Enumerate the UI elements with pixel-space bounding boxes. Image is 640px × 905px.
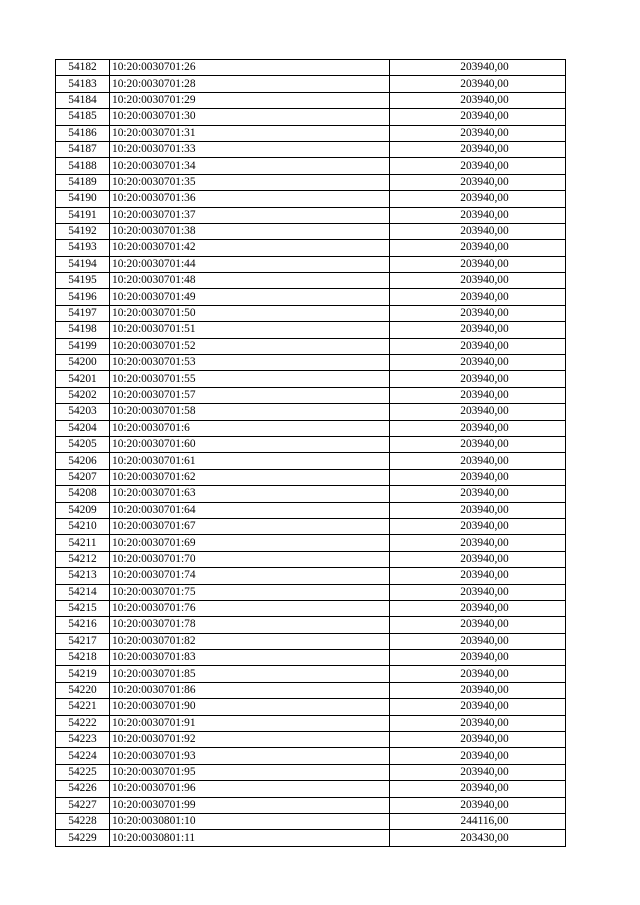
amount-cell: 203940,00 — [390, 469, 566, 485]
row-number-cell: 54216 — [56, 617, 110, 633]
row-number-cell: 54205 — [56, 436, 110, 452]
cadastral-number-cell: 10:20:0030701:61 — [110, 453, 390, 469]
table-row — [56, 322, 566, 338]
amount-cell: 203940,00 — [390, 502, 566, 518]
table-row — [56, 371, 566, 387]
table-row — [56, 764, 566, 780]
cadastral-number-cell: 10:20:0030701:96 — [110, 781, 390, 797]
row-number-cell: 54209 — [56, 502, 110, 518]
cadastral-number-cell: 10:20:0030701:75 — [110, 584, 390, 600]
amount-cell: 203940,00 — [390, 486, 566, 502]
table-row — [56, 404, 566, 420]
table-row — [56, 125, 566, 141]
row-number-cell: 54187 — [56, 141, 110, 157]
row-number-cell: 54184 — [56, 92, 110, 108]
row-number-cell: 54213 — [56, 568, 110, 584]
amount-cell: 244116,00 — [390, 813, 566, 829]
row-number-cell: 54218 — [56, 650, 110, 666]
row-number-cell: 54185 — [56, 109, 110, 125]
amount-cell: 203940,00 — [390, 748, 566, 764]
amount-cell: 203940,00 — [390, 420, 566, 436]
row-number-cell: 54222 — [56, 715, 110, 731]
row-number-cell: 54221 — [56, 699, 110, 715]
cadastral-number-cell: 10:20:0030801:11 — [110, 830, 390, 846]
amount-cell: 203940,00 — [390, 191, 566, 207]
row-number-cell: 54186 — [56, 125, 110, 141]
amount-cell: 203940,00 — [390, 322, 566, 338]
table-row — [56, 338, 566, 354]
row-number-cell: 54203 — [56, 404, 110, 420]
table-row — [56, 502, 566, 518]
amount-cell: 203940,00 — [390, 781, 566, 797]
cadastral-number-cell: 10:20:0030701:70 — [110, 551, 390, 567]
cadastral-number-cell: 10:20:0030701:83 — [110, 650, 390, 666]
row-number-cell: 54204 — [56, 420, 110, 436]
table-row — [56, 420, 566, 436]
amount-cell: 203940,00 — [390, 404, 566, 420]
table-row — [56, 633, 566, 649]
table-row — [56, 191, 566, 207]
cadastral-number-cell: 10:20:0030701:58 — [110, 404, 390, 420]
amount-cell: 203940,00 — [390, 535, 566, 551]
amount-cell: 203940,00 — [390, 76, 566, 92]
table-row — [56, 699, 566, 715]
cadastral-number-cell: 10:20:0030701:74 — [110, 568, 390, 584]
table-row — [56, 289, 566, 305]
table-row — [56, 568, 566, 584]
amount-cell: 203940,00 — [390, 797, 566, 813]
cadastral-number-cell: 10:20:0030701:34 — [110, 158, 390, 174]
row-number-cell: 54224 — [56, 748, 110, 764]
amount-cell: 203940,00 — [390, 387, 566, 403]
amount-cell: 203940,00 — [390, 141, 566, 157]
table-row — [56, 240, 566, 256]
row-number-cell: 54188 — [56, 158, 110, 174]
cadastral-number-cell: 10:20:0030701:53 — [110, 355, 390, 371]
table-row — [56, 469, 566, 485]
amount-cell: 203940,00 — [390, 633, 566, 649]
table-row — [56, 207, 566, 223]
table-row — [56, 76, 566, 92]
cadastral-number-cell: 10:20:0030801:10 — [110, 813, 390, 829]
row-number-cell: 54200 — [56, 355, 110, 371]
row-number-cell: 54211 — [56, 535, 110, 551]
row-number-cell: 54212 — [56, 551, 110, 567]
amount-cell: 203940,00 — [390, 240, 566, 256]
table-row — [56, 830, 566, 846]
amount-cell: 203940,00 — [390, 600, 566, 616]
table-row — [56, 273, 566, 289]
amount-cell: 203940,00 — [390, 568, 566, 584]
cadastral-number-cell: 10:20:0030701:63 — [110, 486, 390, 502]
amount-cell: 203940,00 — [390, 289, 566, 305]
row-number-cell: 54223 — [56, 732, 110, 748]
amount-cell: 203940,00 — [390, 256, 566, 272]
table-row — [56, 650, 566, 666]
cadastral-number-cell: 10:20:0030701:55 — [110, 371, 390, 387]
row-number-cell: 54225 — [56, 764, 110, 780]
row-number-cell: 54220 — [56, 682, 110, 698]
cadastral-number-cell: 10:20:0030701:44 — [110, 256, 390, 272]
table-row — [56, 617, 566, 633]
row-number-cell: 54226 — [56, 781, 110, 797]
table-row — [56, 797, 566, 813]
row-number-cell: 54190 — [56, 191, 110, 207]
table-row — [56, 92, 566, 108]
cadastral-number-cell: 10:20:0030701:95 — [110, 764, 390, 780]
amount-cell: 203940,00 — [390, 207, 566, 223]
cadastral-number-cell: 10:20:0030701:69 — [110, 535, 390, 551]
table-row — [56, 715, 566, 731]
cadastral-number-cell: 10:20:0030701:30 — [110, 109, 390, 125]
amount-cell: 203940,00 — [390, 158, 566, 174]
table-row — [56, 453, 566, 469]
cadastral-number-cell: 10:20:0030701:51 — [110, 322, 390, 338]
row-number-cell: 54215 — [56, 600, 110, 616]
table-row — [56, 666, 566, 682]
table-row — [56, 584, 566, 600]
cadastral-number-cell: 10:20:0030701:6 — [110, 420, 390, 436]
table-row — [56, 174, 566, 190]
amount-cell: 203940,00 — [390, 732, 566, 748]
amount-cell: 203940,00 — [390, 682, 566, 698]
table-row — [56, 387, 566, 403]
amount-cell: 203940,00 — [390, 338, 566, 354]
amount-cell: 203940,00 — [390, 699, 566, 715]
amount-cell: 203940,00 — [390, 305, 566, 321]
table-row — [56, 518, 566, 534]
amount-cell: 203940,00 — [390, 92, 566, 108]
row-number-cell: 54228 — [56, 813, 110, 829]
table-row — [56, 223, 566, 239]
cadastral-number-cell: 10:20:0030701:99 — [110, 797, 390, 813]
table-row — [56, 305, 566, 321]
row-number-cell: 54189 — [56, 174, 110, 190]
table-row — [56, 748, 566, 764]
amount-cell: 203940,00 — [390, 125, 566, 141]
amount-cell: 203940,00 — [390, 273, 566, 289]
amount-cell: 203940,00 — [390, 436, 566, 452]
row-number-cell: 54207 — [56, 469, 110, 485]
cadastral-number-cell: 10:20:0030701:93 — [110, 748, 390, 764]
cadastral-number-cell: 10:20:0030701:26 — [110, 60, 390, 76]
row-number-cell: 54194 — [56, 256, 110, 272]
row-number-cell: 54192 — [56, 223, 110, 239]
cadastral-number-cell: 10:20:0030701:91 — [110, 715, 390, 731]
table-row — [56, 141, 566, 157]
cadastral-number-cell: 10:20:0030701:48 — [110, 273, 390, 289]
row-number-cell: 54199 — [56, 338, 110, 354]
cadastral-number-cell: 10:20:0030701:49 — [110, 289, 390, 305]
cadastral-number-cell: 10:20:0030701:31 — [110, 125, 390, 141]
cadastral-number-cell: 10:20:0030701:76 — [110, 600, 390, 616]
amount-cell: 203940,00 — [390, 518, 566, 534]
amount-cell: 203940,00 — [390, 355, 566, 371]
row-number-cell: 54208 — [56, 486, 110, 502]
row-number-cell: 54198 — [56, 322, 110, 338]
table-row — [56, 682, 566, 698]
amount-cell: 203940,00 — [390, 371, 566, 387]
cadastral-number-cell: 10:20:0030701:64 — [110, 502, 390, 518]
row-number-cell: 54191 — [56, 207, 110, 223]
cadastral-number-cell: 10:20:0030701:92 — [110, 732, 390, 748]
data-table — [55, 59, 566, 847]
table-row — [56, 60, 566, 76]
amount-cell: 203940,00 — [390, 650, 566, 666]
cadastral-number-cell: 10:20:0030701:38 — [110, 223, 390, 239]
table-row — [56, 781, 566, 797]
cadastral-number-cell: 10:20:0030701:62 — [110, 469, 390, 485]
row-number-cell: 54227 — [56, 797, 110, 813]
table-row — [56, 256, 566, 272]
row-number-cell: 54201 — [56, 371, 110, 387]
row-number-cell: 54214 — [56, 584, 110, 600]
amount-cell: 203940,00 — [390, 551, 566, 567]
table-row — [56, 535, 566, 551]
row-number-cell: 54196 — [56, 289, 110, 305]
cadastral-number-cell: 10:20:0030701:82 — [110, 633, 390, 649]
cadastral-number-cell: 10:20:0030701:37 — [110, 207, 390, 223]
cadastral-number-cell: 10:20:0030701:35 — [110, 174, 390, 190]
amount-cell: 203940,00 — [390, 174, 566, 190]
cadastral-number-cell: 10:20:0030701:67 — [110, 518, 390, 534]
row-number-cell: 54202 — [56, 387, 110, 403]
amount-cell: 203940,00 — [390, 109, 566, 125]
row-number-cell: 54193 — [56, 240, 110, 256]
cadastral-number-cell: 10:20:0030701:78 — [110, 617, 390, 633]
amount-cell: 203940,00 — [390, 60, 566, 76]
cadastral-number-cell: 10:20:0030701:42 — [110, 240, 390, 256]
cadastral-number-cell: 10:20:0030701:33 — [110, 141, 390, 157]
cadastral-number-cell: 10:20:0030701:90 — [110, 699, 390, 715]
row-number-cell: 54206 — [56, 453, 110, 469]
table-row — [56, 355, 566, 371]
cadastral-number-cell: 10:20:0030701:86 — [110, 682, 390, 698]
amount-cell: 203430,00 — [390, 830, 566, 846]
row-number-cell: 54182 — [56, 60, 110, 76]
cadastral-number-cell: 10:20:0030701:57 — [110, 387, 390, 403]
table-row — [56, 813, 566, 829]
cadastral-number-cell: 10:20:0030701:50 — [110, 305, 390, 321]
row-number-cell: 54195 — [56, 273, 110, 289]
table-row — [56, 486, 566, 502]
amount-cell: 203940,00 — [390, 584, 566, 600]
row-number-cell: 54210 — [56, 518, 110, 534]
cadastral-number-cell: 10:20:0030701:52 — [110, 338, 390, 354]
table-row — [56, 109, 566, 125]
table-row — [56, 158, 566, 174]
table-body — [56, 60, 566, 847]
row-number-cell: 54183 — [56, 76, 110, 92]
amount-cell: 203940,00 — [390, 666, 566, 682]
cadastral-number-cell: 10:20:0030701:36 — [110, 191, 390, 207]
table-row — [56, 732, 566, 748]
amount-cell: 203940,00 — [390, 453, 566, 469]
row-number-cell: 54217 — [56, 633, 110, 649]
cadastral-number-cell: 10:20:0030701:28 — [110, 76, 390, 92]
row-number-cell: 54219 — [56, 666, 110, 682]
amount-cell: 203940,00 — [390, 764, 566, 780]
cadastral-number-cell: 10:20:0030701:60 — [110, 436, 390, 452]
amount-cell: 203940,00 — [390, 617, 566, 633]
table-row — [56, 436, 566, 452]
row-number-cell: 54229 — [56, 830, 110, 846]
cadastral-number-cell: 10:20:0030701:29 — [110, 92, 390, 108]
amount-cell: 203940,00 — [390, 715, 566, 731]
row-number-cell: 54197 — [56, 305, 110, 321]
cadastral-number-cell: 10:20:0030701:85 — [110, 666, 390, 682]
table-row — [56, 551, 566, 567]
table-row — [56, 600, 566, 616]
amount-cell: 203940,00 — [390, 223, 566, 239]
